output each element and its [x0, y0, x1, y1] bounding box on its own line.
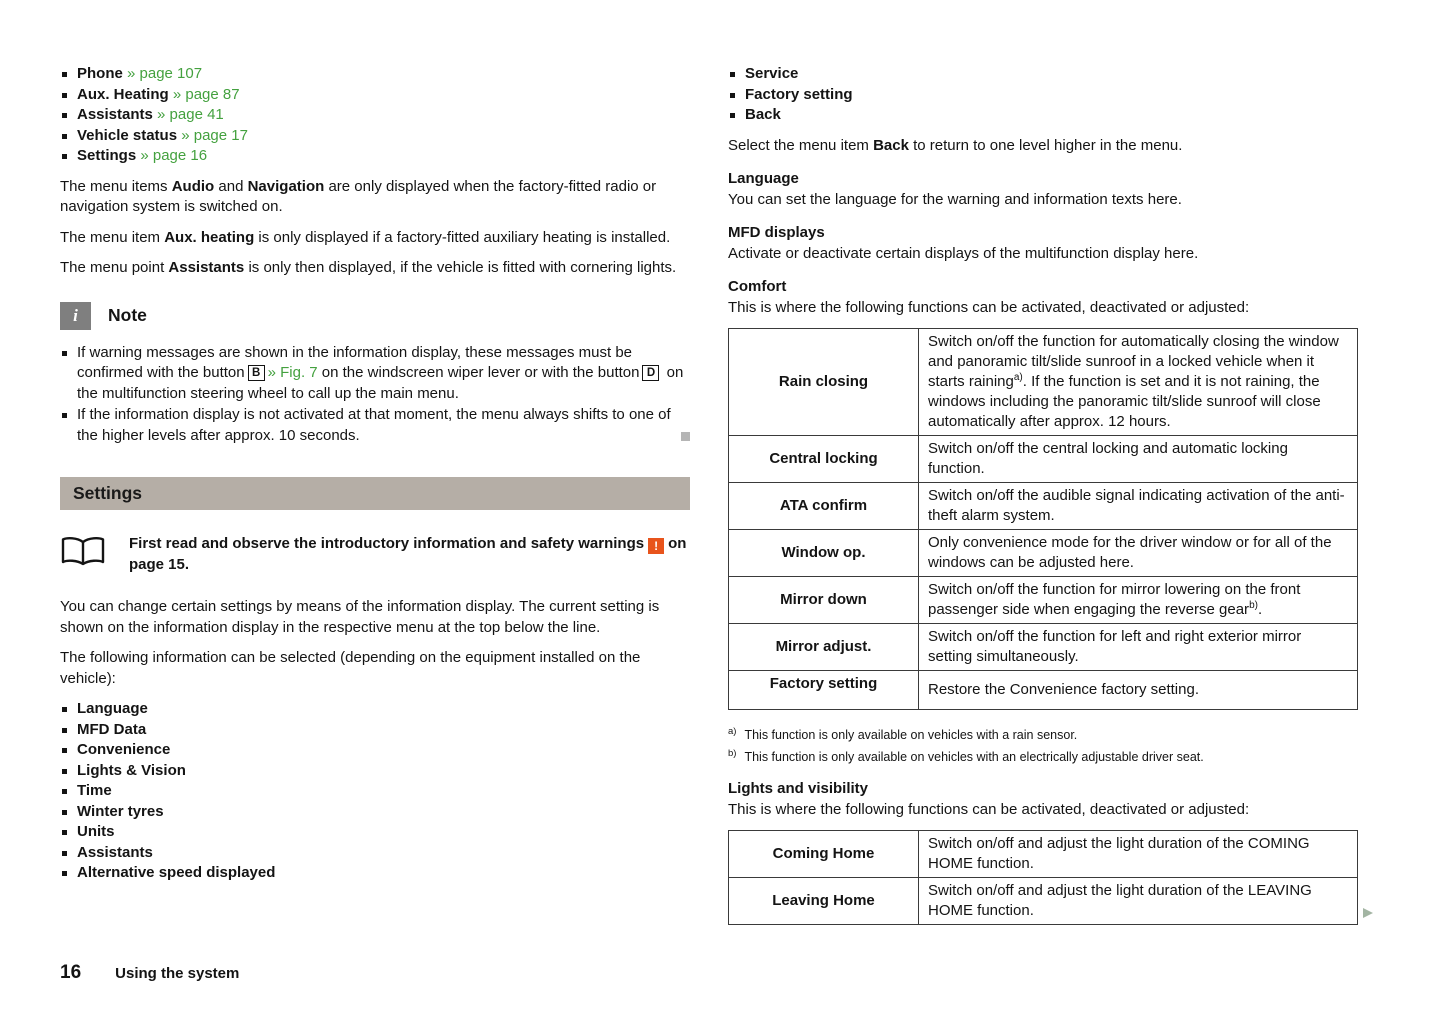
menu-item: Back: [728, 105, 1358, 126]
menu-link-item: [60, 126, 690, 147]
lights-functions-table: [728, 830, 1358, 925]
table-row: [729, 878, 1358, 925]
settings-option: Winter tyres: [60, 802, 690, 823]
footer-chapter-label: Using the system: [115, 965, 240, 982]
subtext-comfort: This is where the following functions can be activated, deactivated or adjusted:: [728, 298, 1250, 316]
table-row: [729, 624, 1358, 671]
settings-option: Convenience: [60, 740, 690, 761]
page-number: 16: [60, 962, 82, 983]
paragraph-change-settings: You can change certain settings by means of the information display. The current setting is shown on the information display in the respective menu at the top below the line.: [60, 598, 660, 636]
table-desc: Switch on/off the central locking and automatic locking function.: [919, 436, 1358, 483]
lights-table-wrap: [728, 830, 1358, 925]
section-header-settings: Settings: [60, 477, 690, 510]
section-end-marker-icon: [681, 432, 690, 441]
page-ref-link[interactable]: » page 87: [172, 85, 240, 103]
table-term: Coming Home: [729, 831, 919, 878]
settings-option: Lights & Vision: [60, 761, 690, 782]
page-footer: [60, 962, 239, 984]
table-row: [729, 436, 1358, 483]
table-desc: Switch on/off and adjust the light duration of the COMING HOME function.: [919, 831, 1358, 878]
page-ref-link[interactable]: » page 107: [127, 65, 203, 82]
safety-intro-text: First read and observe the introductory information and safety warnings ! on page 15.: [129, 535, 687, 573]
menu-link-list: [60, 64, 690, 167]
note-bullet-list: [60, 343, 690, 447]
table-desc: Switch on/off the function for automatically closing the window and panoramic tilt/slide sunroof in a locked vehicle when it starts raining$^{a)}$. If the function is set and it is not raining, the windows including the panoramic tilt/slide sunroof will close automatically after approx. 12 hours.: [919, 329, 1358, 436]
table-term: Leaving Home: [729, 878, 919, 925]
table-term: Window op.: [729, 530, 919, 577]
footnote: $^{a)}$ This function is only available on vehicles with a rain sensor.: [728, 726, 1078, 743]
table-row: [729, 329, 1358, 436]
subheading-comfort: Comfort: [728, 278, 787, 295]
menu-item-label: Settings: [77, 147, 137, 164]
settings-option: Units: [60, 822, 690, 843]
paragraph-aux-heating: The menu item Aux. heating is only displayed if a factory-fitted auxiliary heating is installed.: [60, 228, 671, 246]
safety-intro: [60, 534, 690, 575]
button-b-keycap-icon: B: [248, 365, 265, 381]
menu-link-item: [60, 85, 690, 106]
note-title: Note: [108, 305, 147, 325]
table-term: Central locking: [729, 436, 919, 483]
right-column: [728, 64, 1358, 925]
button-d-keycap-icon: D: [642, 365, 659, 381]
menu-link-item: [60, 105, 690, 126]
paragraph-selectable-info: The following information can be selected (depending on the equipment installed on the vehicle):: [60, 649, 641, 687]
table-desc: Only convenience mode for the driver window or for all of the windows can be adjusted here.: [919, 530, 1358, 577]
settings-option: Assistants: [60, 843, 690, 864]
page-ref-link[interactable]: » page 16: [140, 147, 208, 164]
menu-item-list: [728, 64, 1358, 126]
note-header: [60, 302, 690, 330]
menu-item: Factory setting: [728, 85, 1358, 106]
left-column: [60, 64, 690, 884]
settings-option: MFD Data: [60, 720, 690, 741]
subtext-mfd-displays: Activate or deactivate certain displays of the multifunction display here.: [728, 244, 1199, 262]
note-bullet: If the information display is not activated at that moment, the menu always shifts to one of the higher levels after approx. 10 seconds.: [60, 405, 690, 446]
table-term: Mirror down: [729, 577, 919, 624]
footnote: $^{b)}$ This function is only available on vehicles with an electrically adjustable driver seat.: [728, 747, 1204, 764]
footnote-marker: a): [1013, 372, 1023, 383]
settings-option: Time: [60, 781, 690, 802]
table-term: Rain closing: [729, 329, 919, 436]
table-row: [729, 831, 1358, 878]
table-term: ATA confirm: [729, 483, 919, 530]
menu-item-label: Phone: [77, 65, 123, 82]
book-icon: [60, 536, 106, 566]
subtext-lights-visibility: This is where the following functions can be activated, deactivated or adjusted:: [728, 800, 1250, 818]
table-row: [729, 577, 1358, 624]
table-row: [729, 483, 1358, 530]
table-row: [729, 530, 1358, 577]
settings-options-list: [60, 699, 690, 884]
note-box: [60, 302, 690, 447]
table-row: [729, 671, 1358, 710]
menu-item: Service: [728, 64, 1358, 85]
continuation-arrow-icon: [1363, 908, 1373, 918]
footnotes: [728, 723, 1358, 766]
table-term: Factory setting: [729, 671, 919, 710]
menu-item-label: Vehicle status: [77, 126, 178, 144]
settings-option: Alternative speed displayed: [60, 863, 690, 884]
subheading-mfd-displays: MFD displays: [728, 224, 825, 241]
table-desc: Restore the Convenience factory setting.: [919, 671, 1358, 710]
table-term: Mirror adjust.: [729, 624, 919, 671]
subheading-lights-visibility: Lights and visibility: [728, 780, 869, 798]
table-desc: Switch on/off and adjust the light duration of the LEAVING HOME function.: [919, 878, 1358, 925]
menu-link-item: [60, 146, 690, 167]
page-ref-link[interactable]: » page 41: [157, 106, 224, 123]
menu-item-label: Assistants: [77, 106, 153, 123]
figure-ref-link[interactable]: » Fig. 7: [267, 364, 318, 381]
menu-link-item: [60, 64, 690, 85]
paragraph-audio-navigation: The menu items Audio and Navigation are only displayed when the factory-fitted radio or navigation system is switched on.: [60, 177, 657, 215]
comfort-functions-table: [728, 328, 1358, 710]
note-bullet: If warning messages are shown in the information display, these messages must be confirmed with the button B » Fig. 7 on the windscreen wiper lever or with the button D on the multifunction steering wheel to call up the main menu.: [60, 343, 690, 405]
info-icon: i: [60, 302, 91, 330]
table-desc: Switch on/off the function for mirror lowering on the front passenger side when engaging the reverse gear$^{b)}$.: [919, 577, 1358, 624]
table-desc: Switch on/off the function for left and right exterior mirror setting simultaneously.: [919, 624, 1358, 671]
table-desc: Switch on/off the audible signal indicating activation of the anti-theft alarm system.: [919, 483, 1358, 530]
paragraph-back: Select the menu item Back to return to one level higher in the menu.: [728, 136, 1183, 154]
subtext-language: You can set the language for the warning and information texts here.: [728, 190, 1182, 208]
footnote-marker: b): [1249, 600, 1258, 611]
settings-option: Language: [60, 699, 690, 720]
paragraph-assistants: The menu point Assistants is only then displayed, if the vehicle is fitted with cornering lights.: [60, 259, 677, 276]
menu-item-label: Aux. Heating: [77, 85, 169, 103]
subheading-language: Language: [728, 170, 799, 187]
warning-icon: !: [648, 538, 664, 554]
page-ref-link[interactable]: » page 17: [181, 126, 248, 144]
